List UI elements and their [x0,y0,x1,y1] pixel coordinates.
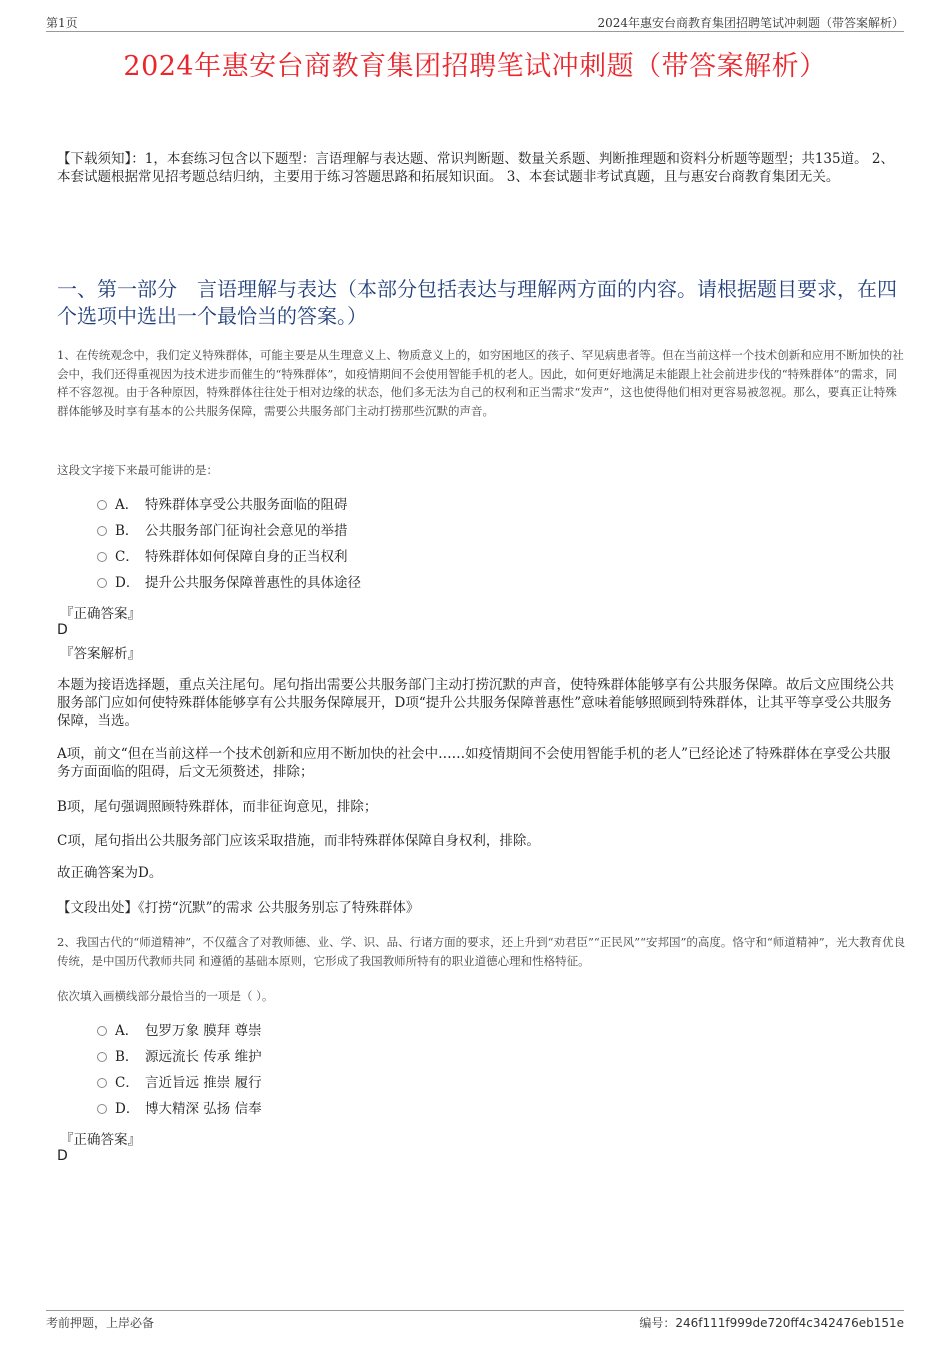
q2-option-a[interactable]: A． 包罗万象 膜拜 尊崇 [97,1020,262,1042]
q1-analysis-para: A项，前文“但在当前这样一个技术创新和应用不断加快的社会中……如疫情期间不会使用智能手机的老人”已经论述了特殊群体在享受公共服务方面面临的阻碍，后文无须赘述，排除； [57,746,891,780]
question-2-text: 2、我国古代的“师道精神”，不仅蕴含了对教师德、业、学、识、品、行诸方面的要求，还上升到“劝君臣”“正民风”“安邦国”的高度。恪守和“师道精神”，光大教育优良传统，是中国历代教师共同 和遵循的基础本原则，它形成了我国教师所特有的职业道德心理和性格特征。 [57,935,906,968]
radio-icon[interactable] [97,578,107,588]
q1-analysis-para: 本题为接语选择题，重点关注尾句。尾句指出需要公共服务部门主动打捞沉默的声音，使特殊群体能够享有公共服务保障。故后文应围绕公共服务部门应如何使特殊群体能够享有公共服务保障展开，D项“提升公共服务保障普惠性”意味着能够照顾到特殊群体，让其平等享受公共服务保障，当选。 [57,677,894,729]
q1-option-d[interactable]: D． 提升公共服务保障普惠性的具体途径 [97,572,361,594]
radio-icon[interactable] [97,1052,107,1062]
download-notice: 【下载须知】：1，本套练习包含以下题型：言语理解与表达题、常识判断题、数量关系题、判断推理题和资料分析题等题型；共135道。 2、本套试题根据常见招考题总结归纳，主要用于练习答题思路和拓展知识面。 3、本套试题非考试真题，且与惠安台商教育集团无关。 [57,151,894,185]
q2-answer: D [57,1148,68,1164]
page-number: 第1页 [46,16,78,30]
radio-icon[interactable] [97,500,107,510]
q1-analysis-para: 故正确答案为D。 [57,865,163,881]
q2-answer-label: 『正确答案』 [60,1132,141,1148]
footer-slogan: 考前押题，上岸必备 [46,1316,155,1330]
q1-option-c[interactable]: C． 特殊群体如何保障自身的正当权利 [97,546,348,568]
q2-option-c[interactable]: C． 言近旨远 推崇 履行 [97,1072,262,1094]
footer-divider [46,1310,904,1311]
q2-option-d[interactable]: D． 博大精深 弘扬 信奉 [97,1098,262,1120]
section-heading: 一、第一部分 言语理解与表达（本部分包括表达与理解两方面的内容。请根据题目要求，在四个选项中选出一个最恰当的答案。） [57,277,897,328]
radio-icon[interactable] [97,1078,107,1088]
q2-option-b[interactable]: B． 源远流长 传承 维护 [97,1046,262,1068]
radio-icon[interactable] [97,526,107,536]
q1-analysis-para: C项，尾句指出公共服务部门应该采取措施，而非特殊群体保障自身权利，排除。 [57,833,540,849]
running-title: 2024年惠安台商教育集团招聘笔试冲刺题（带答案解析） [597,16,904,30]
q1-answer: D [57,622,68,638]
question-1-text: 1、在传统观念中，我们定义特殊群体，可能主要是从生理意义上、物质意义上的，如穷困地区的孩子、罕见病患者等。但在当前这样一个技术创新和应用不断加快的社会中，我们还得重视因为技术进步而催生的“特殊群体”，如疫情期间不会使用智能手机的老人。因此，如何更好地满足未能跟上社会前进步伐的“特殊群体”的需求，同样不容忽视。由于各种原因，特殊群体往往处于相对边缘的状态，他们多无法为自己的权利和正当需求“发声”，这也使得他们相对更容易被忽视。那么，要真正让特殊群体能够及时享有基本的公共服务保障，需要公共服务部门主动打捞那些沉默的声音。 [57,348,904,418]
question-1-prompt: 这段文字接下来最可能讲的是： [57,463,218,477]
q1-analysis-para: B项，尾句强调照顾特殊群体，而非征询意见，排除； [57,799,378,815]
q1-option-b[interactable]: B． 公共服务部门征询社会意见的举措 [97,520,348,542]
q1-source: 【文段出处】《打捞“沉默”的需求 公共服务别忘了特殊群体》 [57,900,420,916]
radio-icon[interactable] [97,552,107,562]
document-code: 编号：246f111f999de720ff4c342476eb151e [639,1316,904,1330]
q1-answer-label: 『正确答案』 [60,606,141,622]
question-2-prompt: 依次填入画横线部分最恰当的一项是（ ）。 [57,989,274,1003]
radio-icon[interactable] [97,1026,107,1036]
q1-option-a[interactable]: A． 特殊群体享受公共服务面临的阻碍 [97,494,348,516]
header-divider [46,31,904,32]
page-title: 2024年惠安台商教育集团招聘笔试冲刺题（带答案解析） [123,51,827,82]
q1-analysis-label: 『答案解析』 [60,646,141,662]
radio-icon[interactable] [97,1104,107,1114]
